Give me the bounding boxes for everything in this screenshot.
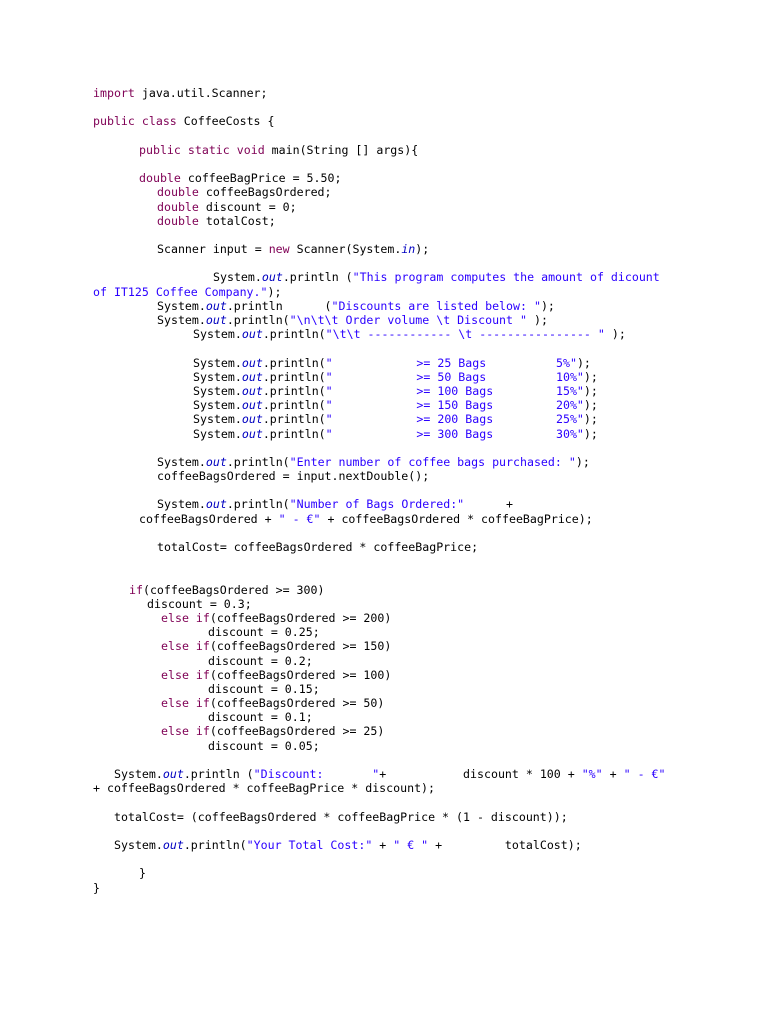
- code-field: out: [205, 497, 227, 512]
- code-text: java.util.Scanner;: [134, 86, 268, 100]
- code-text: .println(: [262, 426, 326, 441]
- code-line: [0, 214, 768, 228]
- code-line: [0, 654, 768, 668]
- code-string: "Discount: ": [253, 767, 380, 781]
- code-text: System.: [193, 412, 242, 427]
- code-text: .println(: [262, 369, 326, 384]
- code-keyword: if: [195, 610, 210, 625]
- code-line: [0, 512, 768, 526]
- code-line: [0, 795, 768, 809]
- code-text: );: [604, 327, 626, 342]
- code-text: );: [540, 298, 555, 313]
- code-keyword: if: [195, 639, 210, 654]
- code-field: out: [241, 398, 263, 413]
- code-text: +: [372, 837, 394, 852]
- code-string: " € ": [393, 837, 429, 852]
- code-text: );: [583, 398, 598, 413]
- code-line: [0, 824, 768, 838]
- code-string: " >= 200 Bags 25%": [325, 412, 584, 427]
- code-keyword: public: [139, 142, 181, 157]
- code-text: }: [93, 880, 100, 895]
- code-keyword: import: [93, 86, 135, 100]
- code-line: [0, 611, 768, 625]
- code-line: [0, 327, 768, 341]
- code-text: + coffeeBagsOrdered * coffeeBagPrice);: [320, 511, 593, 526]
- code-text: System.: [193, 426, 242, 441]
- code-text: .println(: [226, 454, 290, 469]
- code-text: .println(: [183, 837, 247, 852]
- code-text: [189, 668, 196, 682]
- code-string: "%": [581, 767, 603, 781]
- code-string: " >= 100 Bags 15%": [325, 383, 584, 398]
- code-line: [0, 483, 768, 497]
- code-line: [0, 100, 768, 114]
- code-string: " - €": [278, 511, 321, 526]
- code-line: [0, 86, 768, 100]
- code-line: [0, 200, 768, 214]
- code-text: System.: [193, 383, 242, 398]
- code-line: [0, 710, 768, 724]
- code-line: [0, 781, 768, 795]
- code-keyword: static: [187, 142, 230, 157]
- code-string: " - €": [623, 767, 666, 781]
- code-field: out: [241, 369, 263, 384]
- code-string: "\t\t ------------ \t ---------------- ": [325, 327, 605, 342]
- code-keyword: if: [195, 667, 210, 682]
- code-keyword: double: [157, 185, 199, 200]
- code-text: System.: [213, 270, 262, 285]
- code-text: [189, 696, 196, 710]
- code-text: coffeeBagsOrdered = input.nextDouble();: [157, 469, 430, 484]
- code-text: (coffeeBagsOrdered >= 300): [142, 582, 325, 597]
- code-text: +: [464, 497, 514, 512]
- code-keyword: double: [157, 213, 199, 228]
- code-string: "Your Total Cost:": [246, 837, 373, 852]
- code-text: discount = 0.25;: [208, 625, 320, 640]
- code-keyword: else: [161, 610, 189, 625]
- code-text: .println(: [262, 398, 326, 413]
- code-field: out: [241, 426, 263, 441]
- code-line: [0, 696, 768, 710]
- code-text: (coffeeBagsOrdered >= 100): [209, 667, 392, 682]
- code-line: [0, 724, 768, 738]
- code-text: );: [575, 454, 590, 469]
- code-text: .println(: [226, 497, 290, 512]
- code-text: + totalCost);: [428, 837, 582, 852]
- code-string: " >= 25 Bags 5%": [325, 355, 577, 370]
- code-text: [135, 114, 142, 128]
- code-field: in: [401, 242, 416, 257]
- code-line: [0, 455, 768, 469]
- code-line: [0, 427, 768, 441]
- code-text: System.: [114, 767, 163, 781]
- code-keyword: double: [157, 199, 199, 214]
- code-text: .println (: [183, 767, 254, 781]
- code-text: discount = 0.3;: [147, 596, 252, 611]
- code-string: "Discounts are listed below: ": [331, 298, 541, 313]
- code-text: (coffeeBagsOrdered >= 50): [209, 696, 385, 711]
- code-text: main(String [] args){: [264, 142, 419, 157]
- code-line: [0, 441, 768, 455]
- code-line: [0, 341, 768, 355]
- code-text: System.: [114, 837, 163, 852]
- code-line: [0, 810, 768, 824]
- code-line: [0, 540, 768, 554]
- code-text: );: [267, 284, 282, 299]
- code-text: CoffeeCosts {: [176, 114, 275, 129]
- code-text: [189, 639, 196, 653]
- code-line: [0, 625, 768, 639]
- code-text: System.: [157, 313, 206, 327]
- code-text: );: [415, 242, 430, 257]
- code-field: out: [261, 270, 283, 285]
- code-field: out: [205, 454, 227, 469]
- code-text: totalCost;: [198, 213, 276, 228]
- code-text: .println (: [282, 270, 353, 285]
- code-keyword: else: [161, 724, 189, 739]
- code-line: [0, 129, 768, 143]
- code-keyword: if: [195, 724, 210, 739]
- code-field: out: [162, 767, 184, 781]
- code-keyword: public: [93, 114, 135, 129]
- code-text: .println(: [262, 355, 326, 370]
- code-keyword: else: [161, 696, 189, 711]
- code-text: .println (: [226, 298, 332, 313]
- code-line: [0, 767, 768, 781]
- code-string: "\n\t\t Order volume \t Discount ": [289, 313, 527, 327]
- code-text: .println(: [262, 327, 326, 342]
- code-line: [0, 185, 768, 199]
- code-line: [0, 881, 768, 895]
- code-keyword: class: [141, 114, 177, 129]
- code-line: [0, 739, 768, 753]
- code-field: out: [241, 327, 263, 342]
- code-line: [0, 866, 768, 880]
- code-field: out: [205, 298, 227, 313]
- code-line: [0, 639, 768, 653]
- code-line: [0, 143, 768, 157]
- code-line: [0, 469, 768, 483]
- code-keyword: double: [139, 171, 181, 186]
- code-text: System.: [157, 497, 206, 512]
- code-string: of IT125 Coffee Company.": [93, 284, 268, 299]
- code-line: [0, 753, 768, 767]
- code-text: +: [602, 767, 624, 781]
- code-keyword: else: [161, 639, 189, 654]
- code-text: System.: [157, 454, 206, 469]
- code-line: [0, 398, 768, 412]
- code-line: [0, 228, 768, 242]
- code-listing: [0, 86, 768, 895]
- code-keyword: if: [195, 696, 210, 711]
- code-keyword: if: [129, 582, 143, 597]
- code-text: Scanner input =: [157, 242, 269, 257]
- code-text: discount = 0.05;: [208, 738, 320, 753]
- code-text: );: [583, 383, 598, 398]
- code-string: " >= 50 Bags 10%": [325, 369, 584, 384]
- code-text: coffeeBagPrice = 5.50;: [180, 171, 342, 186]
- code-text: .println(: [226, 313, 290, 327]
- code-text: [230, 143, 237, 157]
- code-text: [189, 611, 196, 625]
- code-text: }: [139, 866, 146, 881]
- code-text: System.: [193, 355, 242, 370]
- code-text: (coffeeBagsOrdered >= 150): [209, 639, 392, 654]
- code-line: [0, 597, 768, 611]
- code-line: [0, 356, 768, 370]
- code-text: totalCost= (coffeeBagsOrdered * coffeeBagPrice * (1 - discount));: [114, 809, 568, 824]
- code-text: discount = 0;: [198, 199, 297, 214]
- code-text: discount = 0.1;: [208, 710, 313, 725]
- code-text: [181, 143, 188, 157]
- code-line: [0, 114, 768, 128]
- code-field: out: [241, 383, 263, 398]
- code-field: out: [205, 313, 227, 327]
- code-text: .println(: [262, 383, 326, 398]
- code-line: [0, 583, 768, 597]
- code-string: "Enter number of coffee bags purchased: ": [289, 454, 576, 469]
- code-text: (coffeeBagsOrdered >= 200): [209, 610, 392, 625]
- code-line: [0, 285, 768, 299]
- code-line: [0, 157, 768, 171]
- code-line: [0, 370, 768, 384]
- code-line: [0, 313, 768, 327]
- code-text: Scanner(System.: [289, 242, 402, 257]
- code-text: );: [583, 412, 598, 427]
- code-text: + coffeeBagsOrdered * coffeeBagPrice * discount);: [93, 781, 436, 796]
- code-line: [0, 299, 768, 313]
- code-text: System.: [193, 327, 242, 342]
- code-keyword: else: [161, 667, 189, 682]
- code-text: totalCost= coffeeBagsOrdered * coffeeBagPrice;: [157, 540, 479, 554]
- code-text: [189, 724, 196, 738]
- code-keyword: new: [268, 242, 290, 257]
- code-line: [0, 384, 768, 398]
- code-text: );: [583, 369, 598, 384]
- code-line: [0, 270, 768, 284]
- code-keyword: void: [236, 142, 265, 157]
- code-string: " >= 150 Bags 20%": [325, 398, 584, 413]
- code-line: [0, 554, 768, 568]
- code-text: System.: [193, 369, 242, 384]
- code-line: [0, 526, 768, 540]
- code-text: System.: [193, 398, 242, 413]
- code-text: discount = 0.2;: [208, 653, 313, 668]
- code-string: " >= 300 Bags 30%": [325, 426, 584, 441]
- code-line: [0, 568, 768, 582]
- code-text: coffeeBagsOrdered;: [198, 185, 332, 200]
- code-line: [0, 682, 768, 696]
- code-line: [0, 852, 768, 866]
- code-field: out: [241, 355, 263, 370]
- code-line: [0, 242, 768, 256]
- code-field: out: [162, 837, 184, 852]
- code-string: "This program computes the amount of dicount: [352, 270, 660, 285]
- code-text: coffeeBagsOrdered +: [139, 511, 279, 526]
- code-line: [0, 668, 768, 682]
- code-line: [0, 256, 768, 270]
- code-text: System.: [157, 298, 206, 313]
- code-text: .println(: [262, 412, 326, 427]
- code-line: [0, 838, 768, 852]
- code-text: );: [583, 426, 598, 441]
- code-line: [0, 412, 768, 426]
- code-text: );: [526, 313, 548, 327]
- code-line: [0, 171, 768, 185]
- code-line: [0, 497, 768, 511]
- code-text: (coffeeBagsOrdered >= 25): [209, 724, 385, 739]
- code-text: + discount * 100 +: [379, 767, 582, 781]
- code-string: "Number of Bags Ordered:": [289, 497, 465, 512]
- code-text: discount = 0.15;: [208, 681, 320, 696]
- code-text: );: [576, 355, 591, 370]
- code-field: out: [241, 412, 263, 427]
